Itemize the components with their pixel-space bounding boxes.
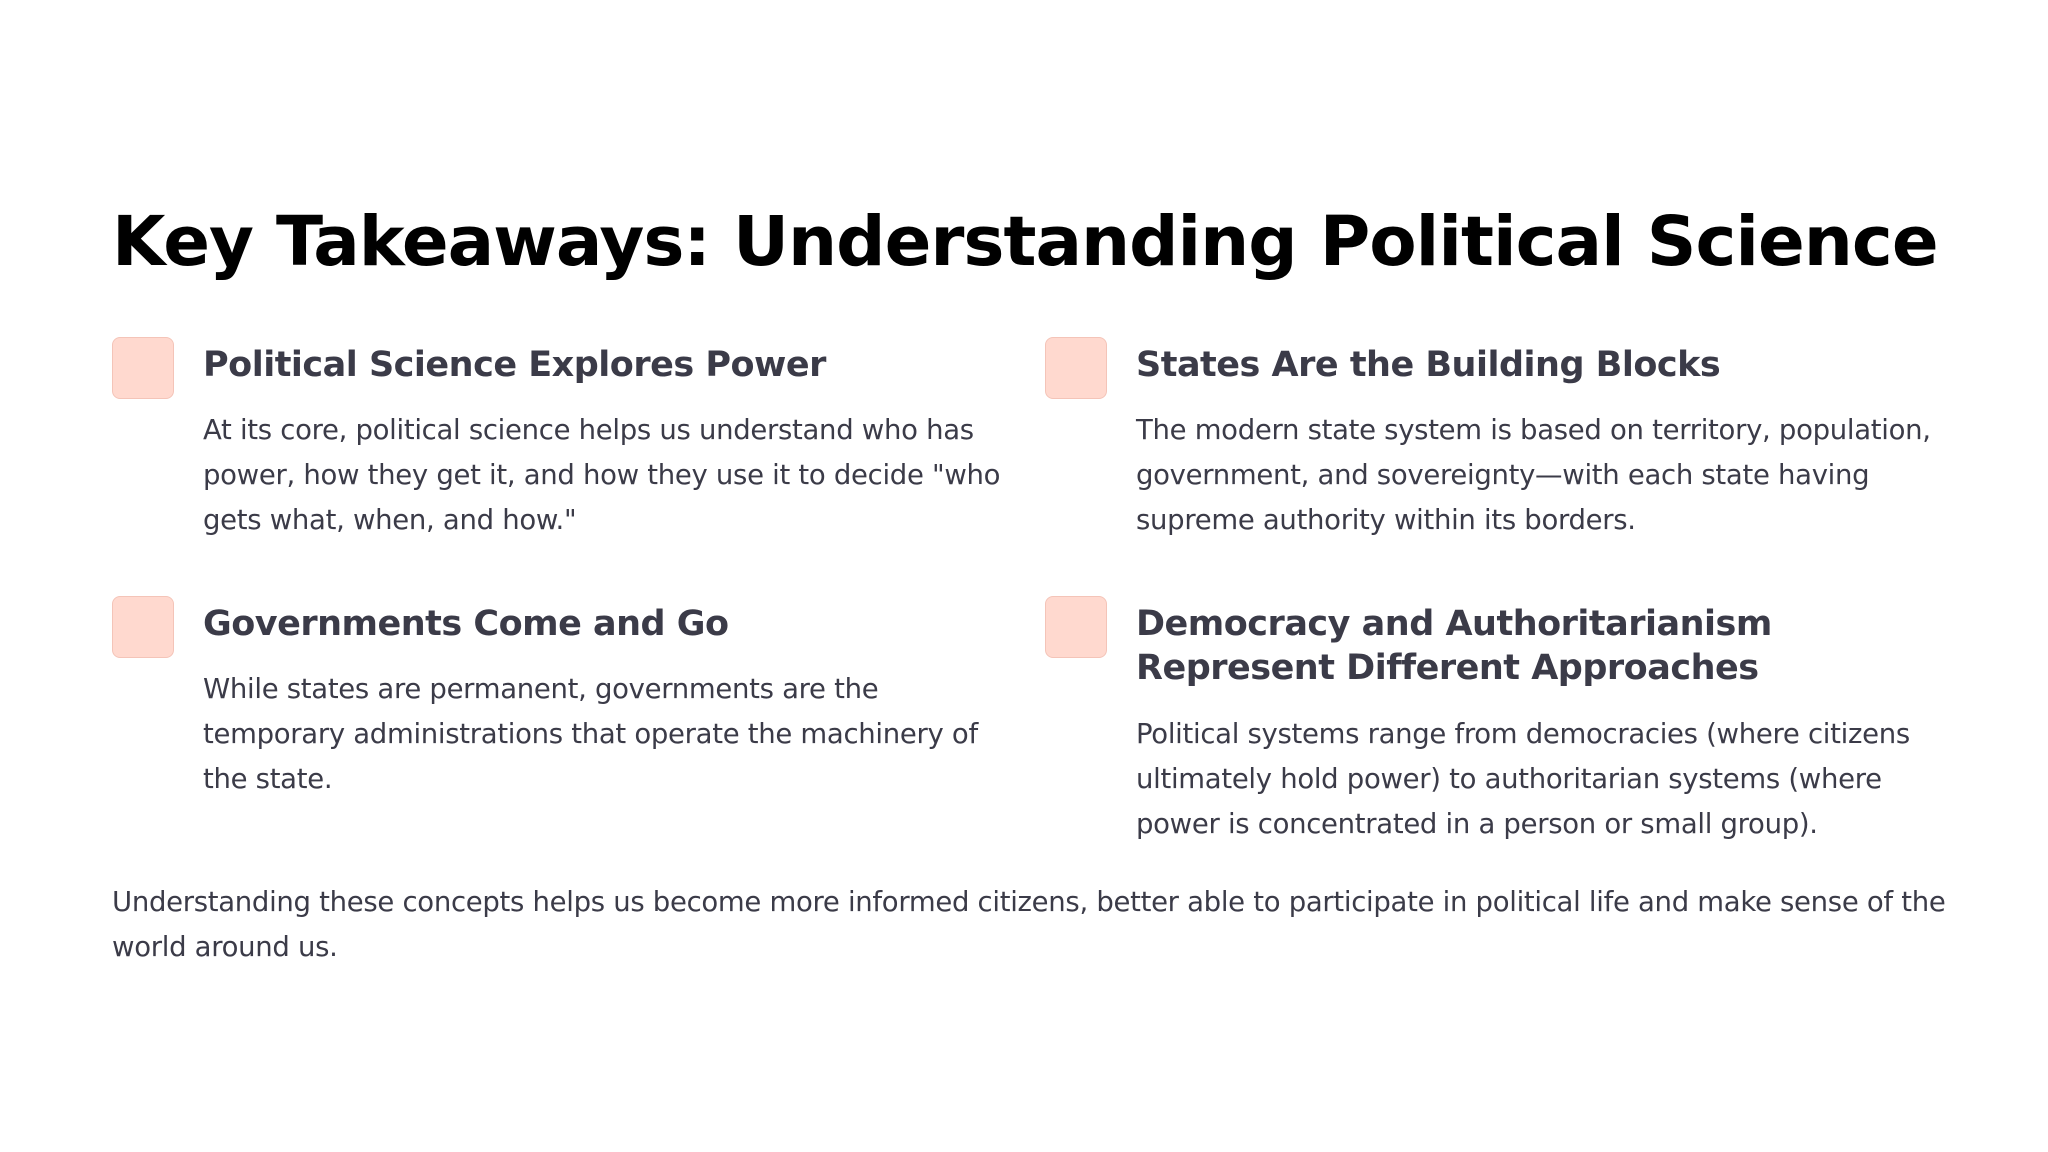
takeaway-heading: Democracy and Authoritarianism Represent Different Approaches [1136, 604, 1772, 688]
takeaway-body: While states are permanent, governments are the temporary administrations that operate the machinery of the state. [203, 673, 978, 795]
takeaway-body: At its core, political science helps us understand who has power, how they get it, and how they use it to decide "who gets what, when, and how." [203, 414, 1001, 536]
takeaway-marker-icon [1045, 596, 1107, 658]
takeaway-heading: Governments Come and Go [203, 604, 729, 644]
takeaway-heading: States Are the Building Blocks [1136, 345, 1721, 385]
slide-title: Key Takeaways: Understanding Political Science [112, 202, 1938, 282]
conclusion-text: Understanding these concepts helps us become more informed citizens, better able to participate in political life and make sense of the world around us. [112, 886, 1946, 963]
takeaway-marker-icon [112, 337, 174, 399]
takeaway-body: The modern state system is based on territory, population, government, and sovereignty—with each state having supreme authority within its borders. [1136, 414, 1931, 536]
takeaway-marker-icon [1045, 337, 1107, 399]
takeaway-body: Political systems range from democracies (where citizens ultimately hold power) to authoritarian systems (where power is concentrated in a person or small group). [1136, 718, 1910, 840]
takeaway-marker-icon [112, 596, 174, 658]
takeaway-heading: Political Science Explores Power [203, 345, 826, 385]
